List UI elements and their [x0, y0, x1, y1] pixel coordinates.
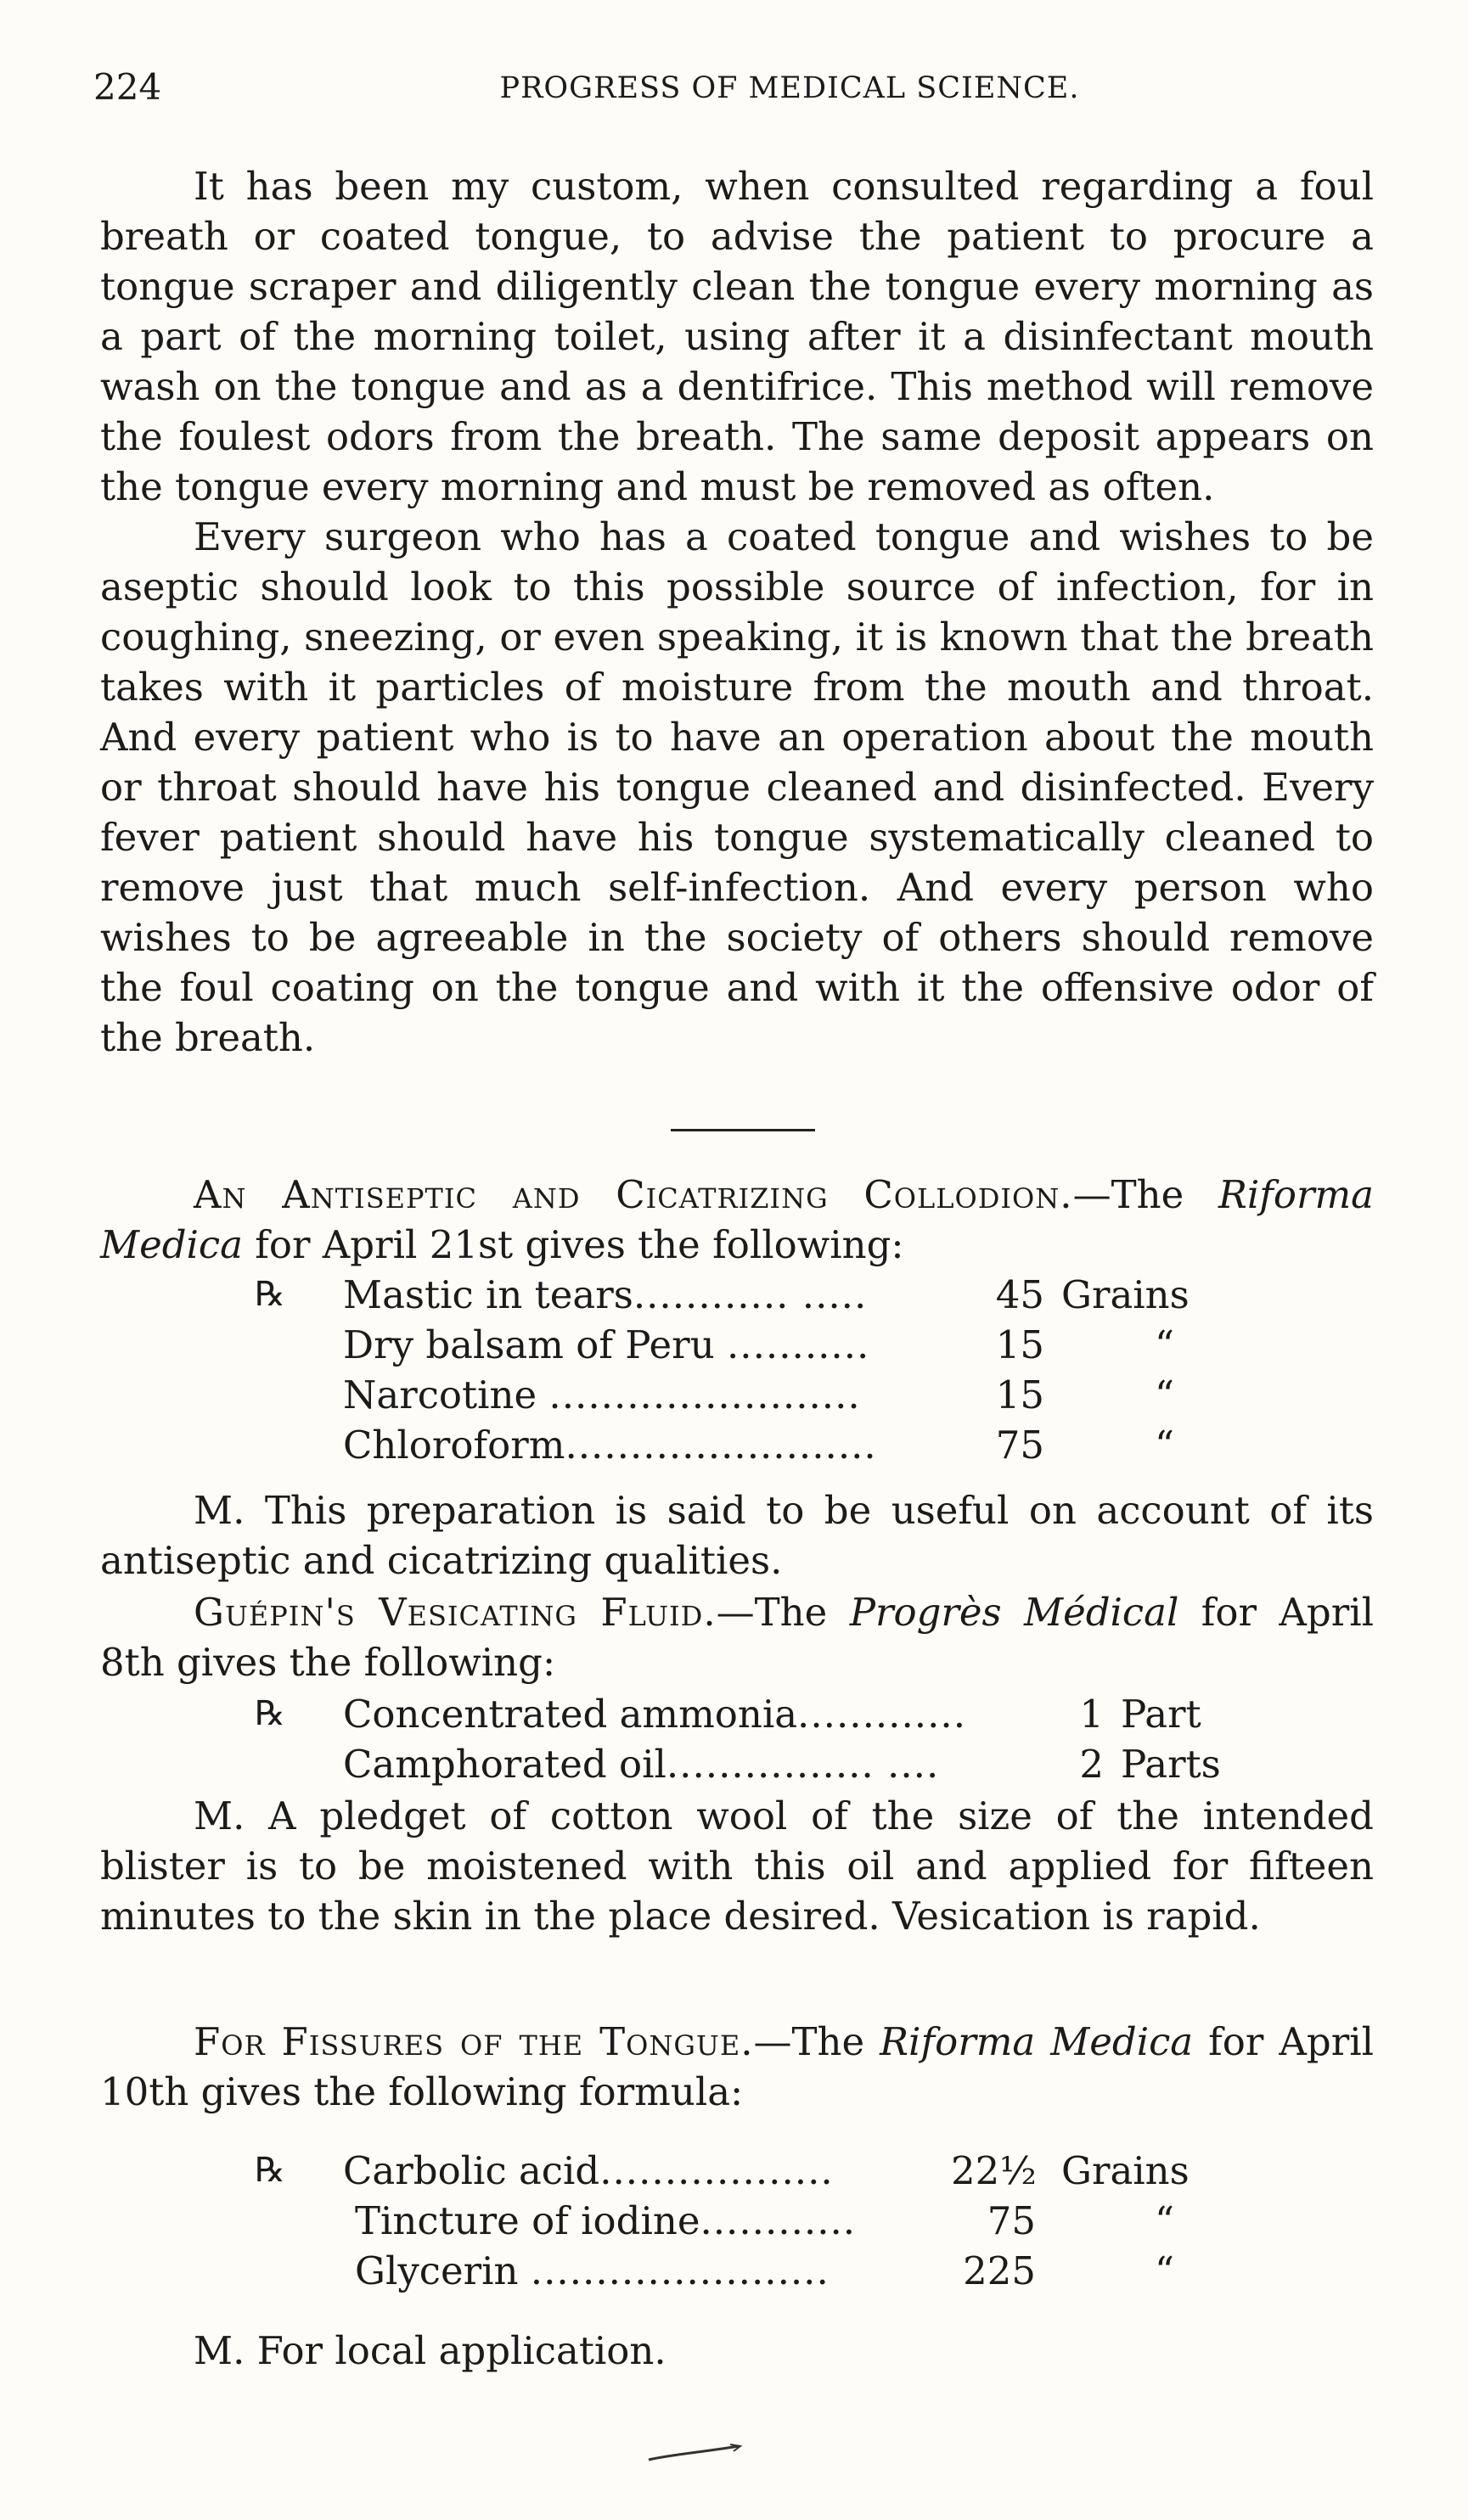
ingredient-name [343, 1270, 867, 1320]
ingredient-quantity: 75 [995, 1423, 1044, 1468]
section-intro [100, 2017, 1374, 2117]
ingredient-name [355, 2196, 856, 2246]
ingredient-quantity: 22½ [951, 2148, 1037, 2193]
rx-row [255, 1370, 1274, 1420]
ingredient-unit: Parts [1121, 1742, 1221, 1787]
recipe-symbol: ℞ [255, 2151, 285, 2190]
intro-text [100, 161, 1374, 1063]
paragraph: It has been my custom, when consulted regarding a foul breath or coated tongue, to advise the patient to procure a tongue scraper and diligently clean the tongue every morning as a part of the morning toilet, using after it a disinfectant mouth wash on the tongue and as a dentifrice. This method will remove the foulest odors from the breath. The same deposit appears on the tongue every morning and must be removed as often. [100, 164, 1374, 509]
page-header [93, 66, 1392, 117]
rx-row [255, 1689, 1358, 1739]
ingredient-name [343, 1370, 861, 1420]
rx-row [255, 1420, 1274, 1470]
dash: —The [716, 1590, 850, 1635]
section-heading: Guépin's Vesicating Fluid. [194, 1590, 717, 1635]
rx-row [255, 1739, 1358, 1789]
section-heading: An Antiseptic and Cicatrizing Collodion. [194, 1172, 1073, 1217]
section-lead: for April 8th gives the following: [100, 1590, 1375, 1685]
ingredient-quantity: 75 [987, 2198, 1036, 2243]
ingredient-label: Chloroform [343, 1423, 565, 1468]
ingredient-quantity: 1 [1079, 1692, 1104, 1737]
section-closing [100, 2326, 1374, 2376]
ingredient-name [355, 2246, 830, 2296]
ingredient-label: Glycerin [355, 2248, 519, 2293]
leader-dots: ........................ [548, 1372, 861, 1417]
paragraph: Every surgeon who has a coated tongue and wishes to be aseptic should look to this possible source of infection, for in coughing, sneezing, or even speaking, it is known that the breath takes with it particles of moisture from the mouth and throat. And every patient who is to have an operation about the mouth or throat should have his tongue cleaned and disinfected. Every fever patient should have his tongue systematically cleaned to remove just that much self-infection. And every person who wishes to be agreeable in the society of others should remove the foul coating on the tongue and with it the offensive odor of the breath. [100, 514, 1374, 1060]
ingredient-label: Dry balsam of Peru [343, 1322, 715, 1367]
ingredient-quantity: 225 [963, 2248, 1036, 2293]
rx-row [255, 2146, 1358, 2196]
dash: —The [1072, 1172, 1218, 1217]
leader-dots: ................ .... [666, 1742, 940, 1787]
ingredient-name [343, 1420, 877, 1470]
ditto-mark: “ [1155, 1372, 1175, 1417]
prescription-3 [255, 2146, 1358, 2296]
ingredient-label: Concentrated ammonia [343, 1692, 798, 1737]
ingredient-label: Mastic in tears [343, 1272, 633, 1317]
ingredient-unit: Part [1121, 1692, 1201, 1737]
leader-dots: ............ ..... [633, 1272, 868, 1317]
section-tongue-fissures [100, 2017, 1374, 2117]
ingredient-quantity: 15 [995, 1372, 1044, 1417]
rx-row [255, 2196, 1358, 2246]
leader-dots: ............ [700, 2198, 857, 2243]
section-closing [100, 1485, 1374, 1586]
section-lead: for April 21st gives the following: [242, 1222, 904, 1267]
ingredient-label: Tincture of iodine [355, 2198, 700, 2243]
source-journal: Riforma Medica [880, 2019, 1194, 2064]
recipe-symbol: ℞ [255, 1694, 285, 1733]
closing-text: M. A pledget of cotton wool of the size of the intended blister is to be moistened with this oil and applied for fifteen minutes to the skin in the place desired. Vesication is rapid. [100, 1793, 1374, 1939]
ingredient-unit: Grains [1061, 2148, 1190, 2193]
ditto-mark: “ [1155, 2248, 1175, 2293]
ditto-mark: “ [1155, 2198, 1175, 2243]
section-intro [100, 1587, 1374, 1687]
section-closing [100, 1791, 1374, 1941]
ingredient-name [343, 1320, 869, 1370]
ingredient-name [343, 1689, 966, 1739]
dash: —The [753, 2019, 880, 2064]
ink-flourish-mark [645, 2436, 747, 2470]
leader-dots: ........................ [565, 1423, 877, 1468]
ingredient-unit: Grains [1061, 1272, 1190, 1317]
section-intro [100, 1170, 1374, 1270]
ditto-mark: “ [1155, 1322, 1175, 1367]
ingredient-quantity: 45 [995, 1272, 1044, 1317]
rx-row [255, 1320, 1274, 1370]
leader-dots: ....................... [530, 2248, 830, 2293]
leader-dots: .................. [599, 2148, 834, 2193]
leader-dots: ........... [727, 1322, 870, 1367]
ditto-mark: “ [1155, 1423, 1175, 1468]
ingredient-quantity: 15 [995, 1322, 1044, 1367]
source-journal: Progrès Médical [849, 1590, 1179, 1635]
recipe-symbol: ℞ [255, 1275, 285, 1314]
running-title: PROGRESS OF MEDICAL SCIENCE. [499, 71, 1080, 105]
ingredient-name [343, 2146, 834, 2196]
ingredient-label: Narcotine [343, 1372, 537, 1417]
leader-dots: ............. [797, 1692, 967, 1737]
prescription-2 [255, 1689, 1358, 1789]
section-lead: for April 10th gives the following formula: [100, 2019, 1374, 2114]
section-divider [671, 1129, 815, 1131]
section-heading: For Fissures of the Tongue. [194, 2019, 754, 2064]
closing-text: M. This preparation is said to be useful on account of its antiseptic and cicatrizing qualities. [100, 1488, 1374, 1583]
closing-text: M. For local application. [194, 2328, 667, 2373]
ingredient-quantity: 2 [1079, 1742, 1104, 1787]
source-journal: Riforma Medica [100, 1172, 1374, 1267]
ingredient-label: Camphorated oil [343, 1742, 667, 1787]
prescription-1 [255, 1270, 1274, 1470]
page-number: 224 [93, 66, 162, 108]
section-antiseptic-collodion [100, 1170, 1374, 1270]
rx-row [255, 2246, 1358, 2296]
rx-row [255, 1270, 1274, 1320]
section-vesicating-fluid [100, 1587, 1374, 1687]
ingredient-label: Carbolic acid [343, 2148, 600, 2193]
ingredient-name [343, 1739, 939, 1789]
